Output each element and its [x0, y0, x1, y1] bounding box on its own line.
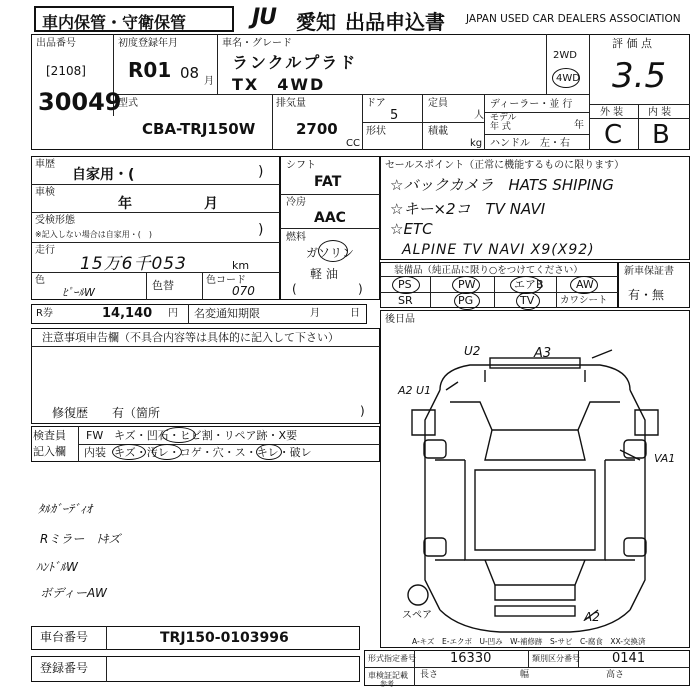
mileage-label: 走行: [35, 245, 55, 256]
drive-4wd: 4WD: [556, 73, 580, 84]
exterior-label: 外 装: [600, 107, 624, 118]
recycle-unit: 円: [168, 308, 178, 319]
registration-year: R01: [128, 58, 172, 82]
selling-points-label: セールスポイント（正常に機能するものに限ります）: [385, 160, 625, 171]
recycle-value: 14,140: [102, 306, 153, 321]
handle-label: ハンドル 左・右: [490, 138, 570, 149]
interior-inspect-items: キズ・汚レ・コゲ・穴・ス・キレ・破レ: [114, 446, 312, 459]
storage-badge: [34, 6, 234, 32]
mark-a3: A3: [534, 346, 552, 361]
chassis-value: TRJ150-0103996: [160, 630, 289, 646]
selling-point-3: ☆ETC: [390, 220, 433, 238]
shift-label: シフト: [286, 160, 316, 171]
fuel-label: 燃料: [286, 232, 306, 243]
warranty-label: 新車保証書: [624, 266, 674, 277]
brand-name: 愛知: [296, 10, 336, 34]
warranty-value: 有・無: [628, 288, 665, 302]
displacement-value: 2700: [296, 120, 338, 138]
repair-history-label: 修復歴 有（箇所: [52, 406, 161, 420]
handwritten-note-1: ﾀﾙｶﾞｰﾃﾞｨｵ: [38, 502, 93, 516]
storage-badge-text: 車内保管・守衛保管: [42, 13, 187, 32]
recycle-label: R券: [36, 308, 53, 319]
interior-inspect-label: 内装: [84, 446, 106, 459]
length-label: 長さ: [420, 670, 439, 680]
registration-month: 08: [180, 64, 200, 82]
equip-sr: SR: [398, 294, 413, 307]
selling-point-4: ALPINE TV NAVI X9(X92): [402, 242, 595, 258]
model-grade: TX 4WD: [232, 75, 326, 94]
lot-number: 30049: [38, 88, 122, 116]
equip-airbag: エアB: [514, 278, 544, 291]
ref-label: 参考: [380, 680, 394, 688]
color-code-label: 色コード: [206, 275, 246, 286]
model-name: ランクルプラド: [232, 53, 358, 72]
mileage-value: 15万6千053: [80, 254, 187, 274]
model-year-unit: 年: [574, 120, 584, 131]
category-value: 0141: [612, 651, 646, 666]
inspection-month: 月: [204, 196, 218, 212]
handwritten-note-3: ﾊﾝﾄﾞﾙW: [36, 560, 78, 574]
reg-number-label: 登録番号: [40, 661, 89, 675]
grade-score: 3.5: [612, 56, 667, 96]
diagram-label: 後日品: [385, 314, 415, 325]
fuel-diesel: 軽 油: [310, 267, 338, 281]
selling-point-1: ☆バックカメラ HATS SHIPING: [390, 176, 614, 194]
ju-logo-text: JU: [252, 5, 277, 30]
displacement-label: 排気量: [276, 98, 306, 109]
doors-label: ドア: [366, 98, 386, 109]
doors-value: 5: [390, 108, 399, 123]
equip-aw-circle: [570, 276, 598, 294]
usage-close: ): [258, 164, 264, 180]
capacity-unit: 人: [474, 110, 484, 121]
mark-a2-u1: A2 U1: [398, 384, 432, 397]
fuel-paren-open: (: [292, 282, 297, 296]
model-year-label: モデル 年 式: [490, 113, 517, 132]
selling-point-2: ☆キー×2コ TV NAVI: [390, 200, 546, 218]
equip-aw: AW: [576, 278, 594, 291]
inspection-year: 年: [118, 196, 132, 212]
interior-label: 内 装: [648, 107, 672, 118]
notes-label: 注意事項申告欄（不具合内容等は具体的に記入して下さい）: [42, 331, 339, 344]
equip-seat: カワシート: [560, 295, 608, 306]
dealer-label: ディーラー・並 行: [490, 99, 573, 110]
equip-ps-circle: [392, 276, 420, 294]
type-value: CBA-TRJ150W: [142, 120, 256, 138]
registration-label: 初度登録年月: [118, 38, 178, 49]
fw-label: FW: [86, 429, 104, 442]
exterior-grade: C: [604, 120, 623, 150]
equip-tv: TV: [520, 294, 535, 307]
mark-a2: A2: [584, 610, 600, 624]
interior-stain-circle: [152, 444, 182, 460]
english-title: JAPAN USED CAR DEALERS ASSOCIATION: [466, 13, 681, 25]
inspector-label-2: 記入欄: [33, 445, 66, 458]
equip-ps: PS: [398, 278, 412, 291]
equip-pg: PG: [458, 294, 474, 307]
drive-4wd-circle: [552, 68, 580, 88]
shape-label: 形状: [366, 126, 386, 137]
color-code-value: 070: [232, 284, 255, 298]
equipment-label: 装備品（純正品に限り○をつけてください）: [394, 265, 583, 276]
damage-legend: A-キズ E-エクボ U-凹み W-補修跡 S-サビ C-腐食 XX-交換済: [412, 637, 646, 646]
capacity-label: 定員: [428, 98, 448, 109]
mark-va1: VA1: [654, 452, 676, 465]
repair-history-close: ): [360, 404, 365, 418]
spare-label: スペア: [402, 610, 432, 621]
lot-label: 出品番号: [36, 38, 76, 49]
name-change-month: 月: [310, 308, 320, 319]
mark-u2: U2: [464, 344, 481, 358]
interior-scratch-circle: [112, 444, 146, 460]
drive-2wd: 2WD: [553, 50, 577, 61]
fuel-gasoline: ガソリン: [306, 246, 355, 260]
load-unit: kg: [470, 138, 483, 149]
top-frame: [31, 34, 690, 150]
acceptance-paren: ): [258, 222, 264, 238]
category-label: 類別区分番号: [532, 654, 580, 663]
handwritten-note-2: Rミラー ﾄｷズ: [40, 532, 121, 546]
size-label: 車検証記載: [368, 671, 408, 680]
model-cert-label: 形式指定番号: [368, 654, 416, 663]
usage-label: 車歴: [35, 159, 55, 170]
fuel-paren-close: ): [358, 282, 363, 296]
interior-grade: B: [652, 120, 670, 150]
ac-value: AAC: [314, 210, 346, 226]
mileage-unit: km: [232, 259, 250, 272]
height-label: 高さ: [606, 670, 625, 680]
color-label: 色: [35, 275, 45, 286]
registration-month-unit: 月: [204, 76, 214, 87]
interior-worn-circle: [256, 444, 282, 460]
ju-logo: [252, 5, 294, 29]
name-change-label: 名変通知期限: [194, 307, 260, 320]
cc-unit: CC: [346, 138, 360, 149]
chassis-label: 車台番号: [40, 630, 89, 644]
inspection-label: 車検: [35, 187, 55, 198]
color-change-label: 色替: [152, 279, 174, 292]
handwritten-note-4: ボディーAW: [40, 586, 107, 600]
lot-sub: [2108]: [46, 64, 86, 78]
inspector-label: 検査員: [33, 429, 66, 442]
type-label: 型式: [118, 98, 138, 109]
ac-label: 冷房: [286, 197, 306, 208]
equip-pw: PW: [458, 278, 476, 291]
color-value: ﾋﾟｰﾙW: [62, 286, 95, 299]
usage-value: 自家用・(: [72, 167, 135, 183]
equip-tv-circle: [516, 292, 540, 310]
fw-stone-chip-circle: [162, 427, 196, 443]
acceptance-note: ※記入しない場合は自家用・( ): [35, 230, 152, 239]
shift-value: FAT: [314, 174, 342, 190]
equip-pg-circle: [454, 292, 480, 310]
load-label: 積載: [428, 126, 448, 137]
form-title: 出品申込書: [345, 10, 445, 34]
acceptance-label: 受検形態: [35, 215, 75, 226]
fw-items: キズ・凹石・ヒビ割・リペア跡・X要: [114, 429, 298, 442]
model-cert-value: 16330: [450, 651, 492, 666]
grade-label: 評 価 点: [612, 37, 652, 50]
width-label: 幅: [520, 670, 530, 680]
fuel-gasoline-circle: [318, 240, 348, 262]
name-change-day: 日: [350, 308, 360, 319]
model-label: 車名・グレード: [222, 38, 292, 49]
